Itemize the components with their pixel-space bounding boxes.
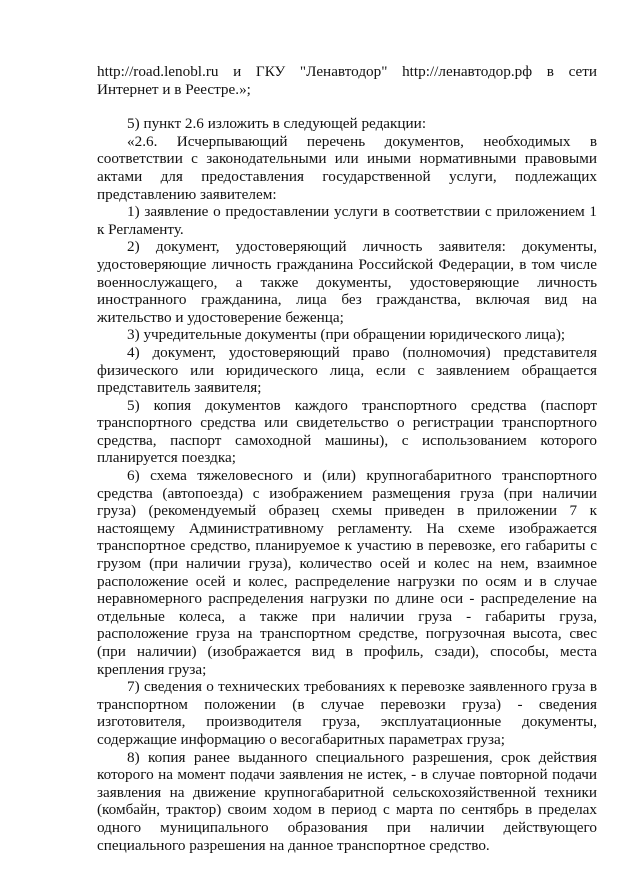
paragraph-2-6-heading: «2.6. Исчерпывающий перечень документов, необходимых в соответствии с законодательными или иными нормативными правовыми актами для предоставления государственной услуги, подлежащих представлению заявителем: [97, 132, 597, 203]
list-item-1: 1) заявление о предоставлении услуги в соответствии с приложением 1 к Регламенту. [97, 203, 597, 238]
list-item-8: 8) копия ранее выданного специального разрешения, срок действия которого на момент подачи заявления не истек, - в случае повторной подачи заявления на движение крупногабаритной сельскохозяйственной техники (комбайн, трактор) своим ходом в период с марта по сентябрь в пределах одного муниципального образования при наличии действующего специального разрешения на данное транспортное средство. [97, 748, 597, 854]
paragraph-continuation: http://road.lenobl.ru и ГКУ "Ленавтодор" http://ленавтодор.рф в сети Интернет и в Реестре.»; [97, 63, 597, 98]
paragraph-gap [97, 98, 597, 115]
list-item-4: 4) документ, удостоверяющий право (полномочия) представителя физического или юридического лица, если с заявлением обращается представитель заявителя; [97, 343, 597, 397]
list-item-5: 5) копия документов каждого транспортного средства (паспорт транспортного средства или свидетельство о регистрации транспортного средства, паспорт самоходной машины), с использованием которого планируется поездка; [97, 396, 597, 467]
list-item-7: 7) сведения о технических требованиях к перевозке заявленного груза в транспортном положении (в случае перевозки груза) - сведения изготовителя, производителя груза, эксплуатационные документы, содержащие информацию о весогабаритных параметрах груза; [97, 678, 597, 748]
list-item-3: 3) учредительные документы (при обращении юридического лица); [127, 326, 566, 344]
list-item-2: 2) документ, удостоверяющий личность заявителя: документы, удостоверяющие личность гражданина Российской Федерации, в том числе военнослужащего, а также документы, удостоверяющие личность иностранного гражданина, лица без гражданства, включая вид на жительство и удостоверение беженца; [97, 238, 597, 326]
paragraph-item-5-intro: 5) пункт 2.6 изложить в следующей редакции: [127, 115, 427, 133]
list-item-6: 6) схема тяжеловесного и (или) крупногабаритного транспортного средства (автопоезда) с изображением размещения груза (при наличии груза) (рекомендуемый образец схемы приведен в приложении 7 к настоящему Административному регламенту. На схеме изображается транспортное средство, планируемое к участию в перевозке, его габариты с грузом (при наличии груза), количество осей и колес на нем, взаимное расположение осей и колес, распределение нагрузки по осям и в случае неравномерного распределения нагрузки по длине оси - распределение на отдельные колеса, а также при наличии груза - габариты груза, расположение груза на транспортном средстве, погрузочная высота, свес (при наличии) (изображается вид в профиль, сзади), способы, места крепления груза; [97, 467, 597, 678]
document-page [97, 63, 597, 854]
